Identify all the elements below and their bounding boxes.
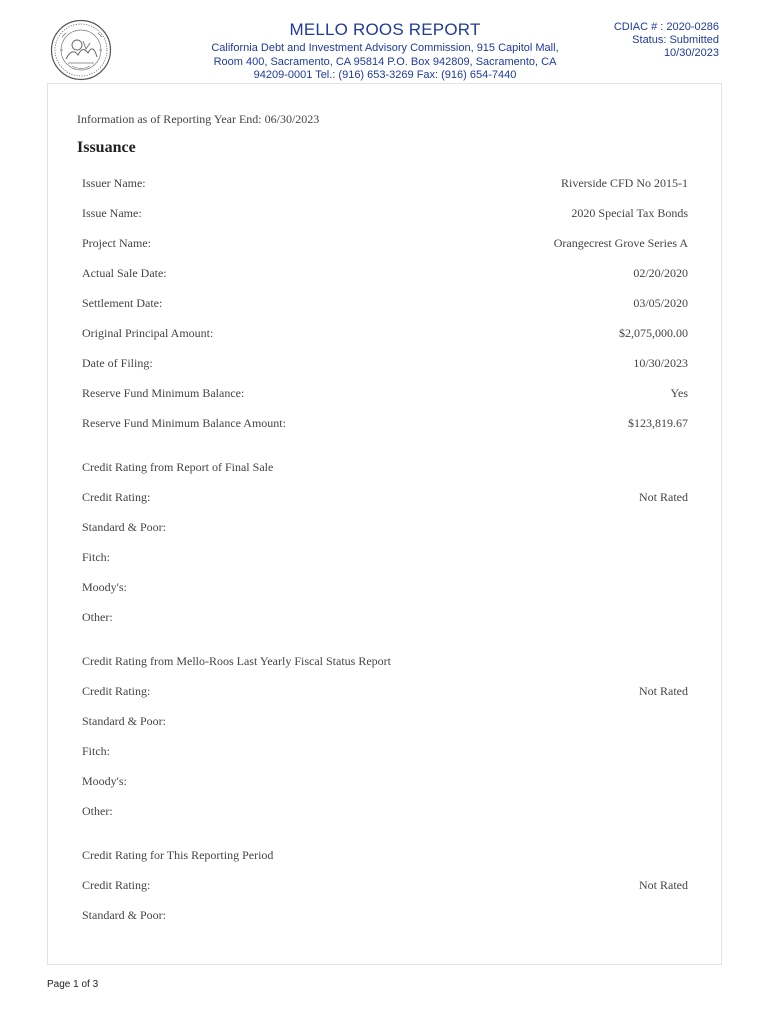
field-value: Riverside CFD No 2015-1: [561, 176, 688, 190]
issuance-row-issuer-name: [82, 176, 688, 192]
field-label: Project Name:: [82, 236, 151, 250]
field-label: Other:: [82, 804, 113, 818]
status-badge: Status: Submitted: [632, 34, 719, 46]
rating-row: [82, 908, 688, 924]
cdiac-number: CDIAC # : 2020-0286: [613, 21, 719, 33]
field-value: 03/05/2020: [633, 296, 688, 310]
rating-row: [82, 774, 688, 790]
field-label: Credit Rating:: [82, 684, 151, 698]
rating-row: [82, 550, 688, 566]
field-label: Issue Name:: [82, 206, 142, 220]
issuance-row-reserve-fund-balance: [82, 386, 688, 402]
field-label: Moody's:: [82, 774, 127, 788]
agency-line: 94209-0001 Tel.: (916) 653-3269 Fax: (916) 654-7440: [253, 69, 517, 81]
field-label: Other:: [82, 610, 113, 624]
field-label: Standard & Poor:: [82, 714, 166, 728]
rating-last-yearly-heading: Credit Rating from Mello-Roos Last Yearly Fiscal Status Report: [82, 654, 391, 668]
issuance-row-reserve-fund-amount: [82, 416, 688, 432]
field-label: Fitch:: [82, 744, 111, 758]
rating-row: [82, 580, 688, 596]
agency-line: Room 400, Sacramento, CA 95814 P.O. Box 942809, Sacramento, CA: [213, 55, 557, 68]
field-label: Fitch:: [82, 550, 111, 564]
field-label: Settlement Date:: [82, 296, 163, 310]
field-value: 2020 Special Tax Bonds: [571, 206, 688, 220]
field-value: Yes: [670, 386, 688, 400]
field-value: Not Rated: [639, 878, 688, 892]
status-date: 10/30/2023: [663, 47, 719, 59]
rating-row: [82, 610, 688, 626]
field-label: Standard & Poor:: [82, 908, 166, 922]
field-label: Moody's:: [82, 580, 127, 594]
rating-row: [82, 804, 688, 820]
field-value: Orangecrest Grove Series A: [553, 236, 688, 250]
report-header: [190, 20, 580, 83]
field-value: 10/30/2023: [633, 356, 688, 370]
field-value: Not Rated: [639, 490, 688, 504]
rating-row: [82, 520, 688, 536]
field-label: Actual Sale Date:: [82, 266, 167, 280]
field-label: Reserve Fund Minimum Balance Amount:: [82, 416, 286, 430]
california-state-seal-icon: [50, 19, 112, 81]
field-label: Standard & Poor:: [82, 520, 166, 534]
rating-row: [82, 714, 688, 730]
issuance-row-date-of-filing: [82, 356, 688, 372]
field-value: 02/20/2020: [633, 266, 688, 280]
issuance-row-project-name: [82, 236, 688, 252]
field-value: Not Rated: [639, 684, 688, 698]
agency-line: California Debt and Investment Advisory Commission, 915 Capitol Mall,: [211, 42, 559, 54]
page-number: Page 1 of 3: [47, 979, 99, 990]
agency-address: [190, 42, 580, 83]
section-title: Issuance: [77, 139, 136, 156]
report-panel: [47, 83, 722, 965]
field-label: Reserve Fund Minimum Balance:: [82, 386, 245, 400]
field-label: Date of Filing:: [82, 356, 153, 370]
report-title: MELLO ROOS REPORT: [289, 20, 481, 39]
field-label: Original Principal Amount:: [82, 326, 214, 340]
field-value: $2,075,000.00: [619, 326, 688, 340]
issuance-row-settlement-date: [82, 296, 688, 312]
rating-final-sale-heading: Credit Rating from Report of Final Sale: [82, 460, 274, 474]
rating-row: [82, 684, 688, 700]
field-label: Credit Rating:: [82, 490, 151, 504]
rating-row: [82, 490, 688, 506]
field-label: Issuer Name:: [82, 176, 146, 190]
issuance-row-sale-date: [82, 266, 688, 282]
field-label: Credit Rating:: [82, 878, 151, 892]
report-status-block: [614, 21, 719, 60]
reporting-year-info: Information as of Reporting Year End: 06/30/2023: [77, 112, 320, 126]
field-value: $123,819.67: [628, 416, 688, 430]
issuance-row-issue-name: [82, 206, 688, 222]
rating-this-period-heading: Credit Rating for This Reporting Period: [82, 848, 274, 862]
issuance-row-principal-amount: [82, 326, 688, 342]
rating-row: [82, 878, 688, 894]
rating-row: [82, 744, 688, 760]
